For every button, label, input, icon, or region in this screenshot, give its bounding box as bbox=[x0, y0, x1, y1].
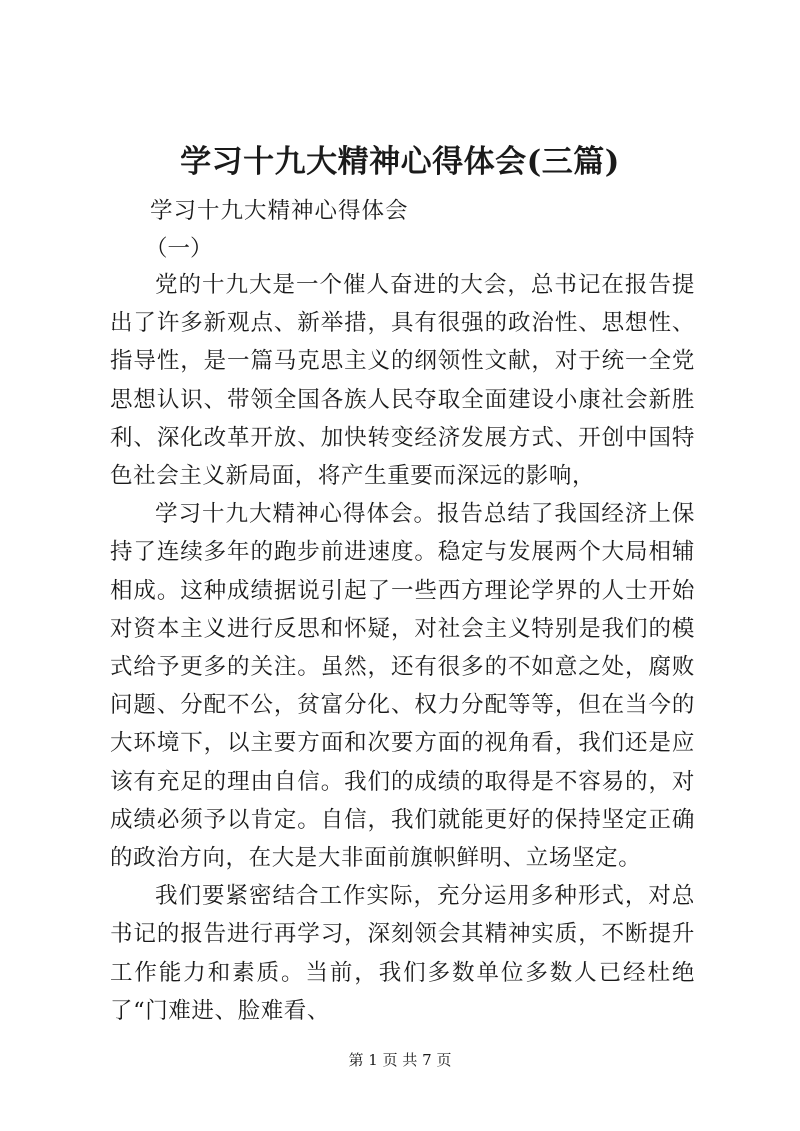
section-number: （一） bbox=[145, 236, 213, 262]
paragraph-1: 党的十九大是一个催人奋进的大会，总书记在报告提出了许多新观点、新举措，具有很强的政治性、思想性、指导性，是一篇马克思主义的纲领性文献，对于统一全党思想认识、带领全国各族人民夺取全面建设小康社会新胜利、深化改革开放、加快转变经济发展方式、开创中国特色社会主义新局面，将产生重要而深远的影响， bbox=[110, 272, 695, 490]
document-title: 学习十九大精神心得体会(三篇) bbox=[180, 144, 620, 180]
paragraph-3: 我们要紧密结合工作实际，充分运用多种形式，对总书记的报告进行再学习，深刻领会其精神实质，不断提升工作能力和素质。当前，我们多数单位多数人已经杜绝了“门难进、脸难看、 bbox=[110, 883, 695, 1024]
paragraph-2: 学习十九大精神心得体会。报告总结了我国经济上保持了连续多年的跑步前进速度。稳定与发展两个大局相辅相成。这种成绩据说引起了一些西方理论学界的人士开始对资本主义进行反思和怀疑，对社会主义特别是我们的模式给予更多的关注。虽然，还有很多的不如意之处，腐败问题、分配不公，贫富分化、权力分配等等，但在当今的大环境下，以主要方面和次要方面的视角看，我们还是应该有充足的理由自信。我们的成绩的取得是不容易的，对成绩必须予以肯定。自信，我们就能更好的保持坚定正确的政治方向，在大是大非面前旗帜鲜明、立场坚定。 bbox=[110, 501, 695, 872]
page-footer: 第 1 页 共 7 页 bbox=[348, 1051, 452, 1069]
document-body bbox=[110, 266, 695, 1030]
document-subtitle: 学习十九大精神心得体会 bbox=[150, 198, 409, 224]
